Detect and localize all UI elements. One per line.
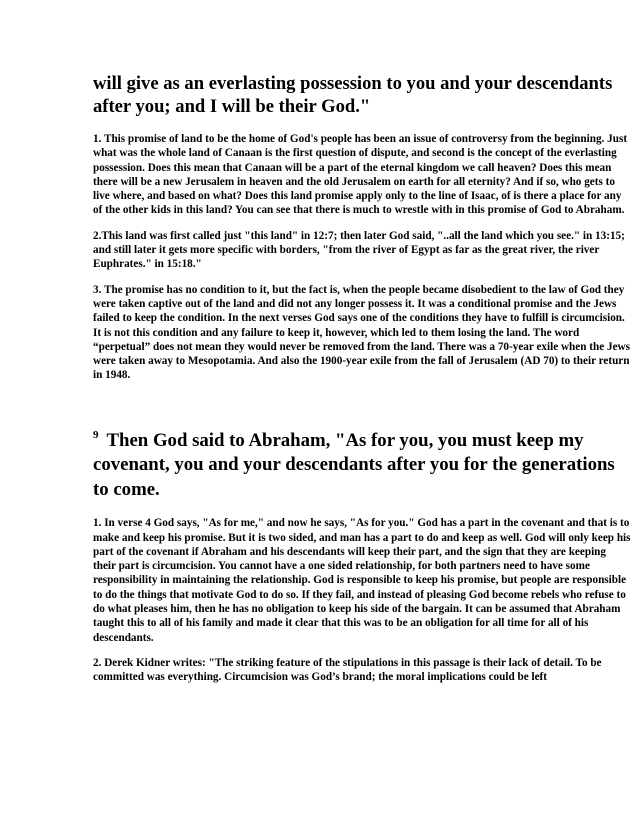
commentary-paragraph-1: 1. This promise of land to be the home of God's people has been an issue of controversy from the beginning. Just what was the whole land of Canaan is the first question of dispute, and second is the concept of the everlasting possession. Does this mean that Canaan will be a part of the eternal kingdom we call heaven? Does this mean there will be a new Jerusalem in heaven and the old Jerusalem on earth for all eternity? And if so, who gets to live where, and based on what? Does this land promise apply only to the line of Isaac, of is there a place for any of the other kids in this land? You can see that there is much to wrestle with in this promise of God to Abraham. [93, 133, 628, 217]
commentary-paragraph-5: 2. Derek Kidner writes: "The striking feature of the stipulations in this passage is their lack of detail. To be committed was everything. Circumcision was God’s brand; the moral implications could be left [93, 656, 602, 684]
verse-heading [93, 429, 631, 503]
commentary-paragraph-4: 1. In verse 4 God says, "As for me," and now he says, "As for you." God has a part in the covenant and that is to make and keep his promise. But it is two sided, and man has a part to do and keep as well. God will only keep his part of the covenant if Abraham and his descendants will keep their part, and the sign that they are keeping their part is circumcision. You cannot have a one sided relationship, for both partners need to have some responsibility in maintaining the relationship. God is responsible to keep his promise, but people are responsible to do the things that motivate God to do so. If they fail, and instead of pleasing God become rebels who refuse to do what pleases him, then he has no obligation to keep his side of the bargain. It can be assumed that Abraham taught this to all of his family and made it clear that this was to be an obligation for all time for all of his descendants. [93, 517, 631, 644]
document-page [93, 72, 631, 696]
section-heading: will give as an everlasting possession to you and your descendants after you; and I will be their God." [93, 73, 613, 117]
commentary-paragraph-3: 3. The promise has no condition to it, but the fact is, when the people became disobedient to the law of God they were taken captive out of the land and did not any longer possess it. It was a conditional promise and the Jews failed to keep the condition. In the next verses God says one of the conditions they have to fulfill is circumcision. It is not this condition and any failure to keep it, however, which led to them losing the land. The word “perpetual” does not mean they would never be removed from the land. There was a 70-year exile when the Jews were taken away to Mesopotamia. And also the 1900-year exile from the fall of Jerusalem (AD 70) to their return in 1948. [93, 283, 630, 382]
commentary-paragraph-2: 2.This land was first called just "this land" in 12:7; then later God said, "..all the land which you see." in 13:15; and still later it gets more specific with borders, "from the river of Egypt as far as the great river, the river Euphrates." in 15:18." [93, 229, 625, 271]
verse-text: Then God said to Abraham, "As for you, you must keep my covenant, you and your descendants after you for the generations to come. [93, 429, 615, 500]
verse-number: 9 [93, 429, 99, 442]
